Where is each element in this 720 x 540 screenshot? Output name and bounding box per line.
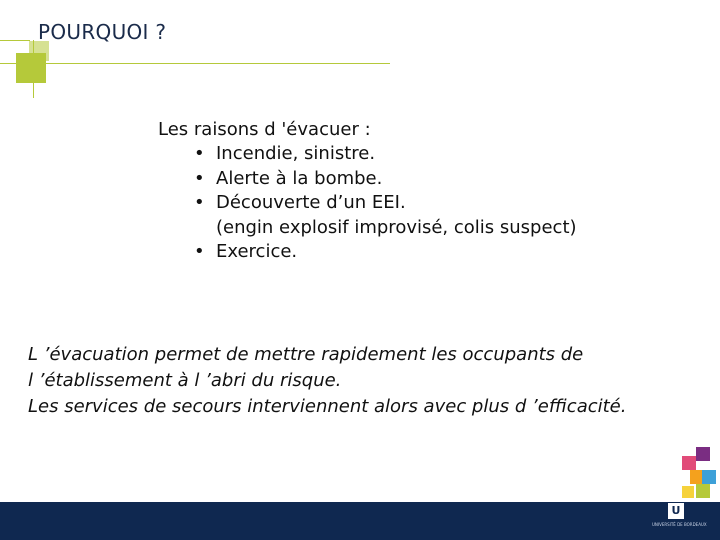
explanation-paragraph (28, 342, 626, 420)
decor-square-blue (702, 470, 716, 484)
university-logo-caption: UNIVERSITÉ DE BORDEAUX (652, 522, 707, 527)
decor-square-purple (696, 447, 710, 461)
paragraph-line: Les services de secours interviennent alors avec plus d ’efficacité. (28, 396, 627, 417)
reason-text: Exercice. (216, 241, 298, 262)
reason-text: Alerte à la bombe. (216, 167, 383, 189)
bullet-icon: • (194, 167, 205, 189)
decor-square-green-small (696, 484, 710, 498)
decor-square-yellow (682, 486, 694, 498)
bullet-icon: • (194, 192, 205, 213)
bullet-icon: • (194, 143, 205, 164)
reason-text: Découverte d’un EEI. (216, 192, 406, 213)
list-item (194, 191, 577, 240)
list-item (194, 240, 577, 265)
footer-bar (0, 502, 720, 540)
reasons-list (194, 142, 577, 265)
reason-detail: (engin explosif improvisé, colis suspect) (216, 216, 577, 238)
paragraph-line: L ’évacuation permet de mettre rapidement les occupants de (28, 344, 584, 365)
decor-square-pink (682, 456, 696, 470)
list-item (194, 167, 577, 192)
paragraph-line: l ’établissement à l ’abri du risque. (28, 370, 342, 391)
reasons-intro: Les raisons d 'évacuer : (158, 119, 371, 140)
decor-line-horizontal (0, 63, 390, 64)
reason-text: Incendie, sinistre. (216, 143, 376, 164)
slide-title: POURQUOI ? (38, 20, 167, 44)
decor-square-light-green (29, 41, 49, 61)
decor-line-top (0, 40, 30, 41)
bullet-icon: • (194, 241, 205, 262)
list-item (194, 142, 577, 167)
university-logo: U (668, 503, 684, 519)
